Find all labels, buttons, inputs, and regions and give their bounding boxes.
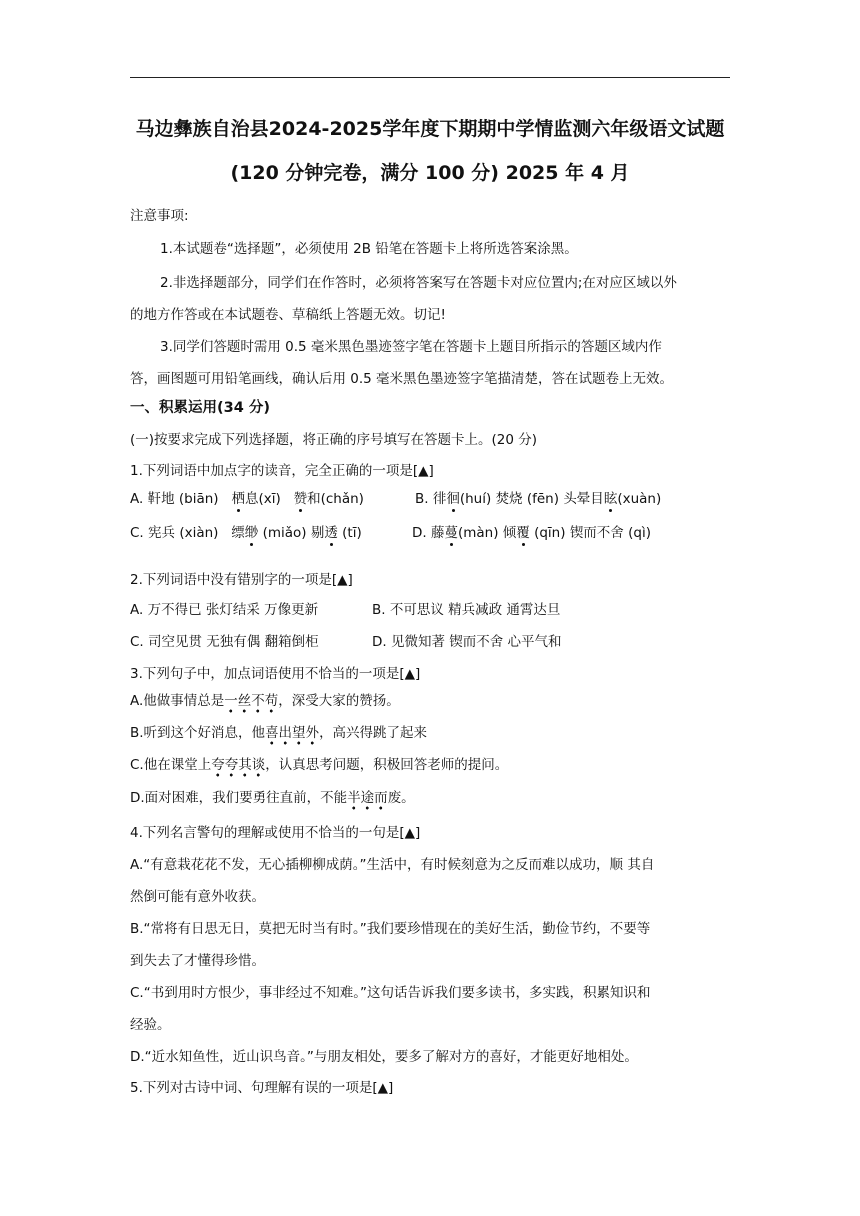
word: 藤 — [430, 525, 445, 541]
word: 徘 — [432, 491, 447, 507]
q3-option-b — [130, 723, 730, 743]
word: 剔 — [310, 525, 325, 541]
dotted-char: 透 — [324, 525, 338, 541]
word: 息(xī) — [244, 491, 281, 507]
option-label: D. — [412, 525, 427, 541]
option-label: C. — [130, 525, 144, 541]
q3-option-d — [130, 788, 730, 808]
top-rule — [130, 77, 730, 78]
dotted-char: 赞 — [293, 491, 308, 507]
q4-option-b-line2: 到失去了才懂得珍惜。 — [130, 953, 265, 969]
q2-option-b: B. 不可思议 精兵减政 通霄达旦 — [372, 602, 561, 618]
notice-item-3-line2: 答，画图题可用铅笔画线，确认后用 0.5 毫米黑色墨迹签字笔描清楚，答在试题卷上无效。 — [130, 371, 674, 387]
pinyin: (tī) — [342, 525, 362, 541]
notice-heading: 注意事项: — [130, 208, 189, 224]
q1-option-b — [415, 489, 661, 509]
q2-option-a: A. 万不得已 张灯结采 万像更新 — [130, 602, 319, 618]
pinyin: (xiàn) — [179, 525, 219, 541]
text: B.听到这个好消息，他 — [130, 725, 266, 741]
dotted-char: 徊 — [446, 491, 460, 507]
option-label: A. — [130, 491, 144, 507]
pinyin: (qīn) — [534, 525, 566, 541]
q3-option-c — [130, 755, 730, 775]
pinyin: (fēn) — [526, 491, 560, 507]
pinyin: (biān) — [178, 491, 219, 507]
q4-option-b-line1: B.“常将有日思无日，莫把无时当有时。”我们要珍惜现在的美好生活，勤俭节约，不要等 — [130, 921, 651, 937]
word: 缥 — [231, 525, 245, 541]
word: 靬地 — [147, 491, 175, 507]
q1-option-c — [130, 523, 362, 543]
q5-stem: 5.下列对古诗中词、句理解有误的一项是[▲] — [130, 1080, 394, 1096]
notice-item-2-line1: 2.非选择题部分，同学们在作答时，必须将答案写在答题卡对应位置内;在对应区域以外 — [160, 275, 677, 291]
q4-option-a-line1: A.“有意栽花花不发，无心插柳柳成荫。”生活中，有时候刻意为之反而难以成功，顺 其自 — [130, 857, 655, 873]
q2-stem: 2.下列词语中没有错别字的一项是[▲] — [130, 572, 353, 588]
text: D.面对困难，我们要勇往直前，不能 — [130, 790, 348, 806]
dotted-char: 眩 — [603, 491, 618, 507]
q2-option-c: C. 司空见贯 无独有偶 翻箱倒柜 — [130, 634, 319, 650]
word: 头晕目 — [563, 491, 604, 507]
q1-option-a — [130, 489, 364, 509]
q2-option-d: D. 见微知著 锲而不舍 心平气和 — [372, 634, 562, 650]
text: ，深受大家的赞扬。 — [278, 693, 400, 709]
dotted-phrase: 喜出望外 — [265, 725, 319, 745]
pinyin: (qì) — [628, 525, 651, 541]
q4-option-c-line1: C.“书到用时方恨少，事非经过不知难。”这句话告诉我们要多读书，多实践，积累知识和 — [130, 985, 651, 1001]
text: C.他在课堂上 — [130, 757, 212, 773]
q4-option-c-line2: 经验。 — [130, 1017, 171, 1033]
q1-stem: 1.下列词语中加点字的读音，完全正确的一项是[▲] — [130, 463, 434, 479]
text: A.他做事情总是 — [130, 693, 225, 709]
notice-item-3-line1: 3.同学们答题时需用 0.5 毫米黑色墨迹签字笔在答题卡上题目所指示的答题区域内作 — [160, 339, 662, 355]
exam-subtitle: (120 分钟完卷，满分 100 分) 2025 年 4 月 — [230, 162, 630, 184]
exam-title: 马边彝族自治县2024-2025学年度下期期中学情监测六年级语文试题 — [135, 118, 725, 140]
q3-option-a — [130, 691, 730, 711]
dotted-char: 覆 — [516, 525, 530, 541]
q4-option-d: D.“近水知鱼性，近山识鸟音。”与朋友相处，要多了解对方的喜好，才能更好地相处。 — [130, 1049, 638, 1065]
pinyin: (màn) — [457, 525, 499, 541]
pinyin: (miǎo) — [262, 525, 307, 541]
text: ，高兴得跳了起来 — [319, 725, 428, 741]
dotted-phrase: 半途而 — [347, 790, 388, 810]
q4-option-a-line2: 然倒可能有意外收获。 — [130, 889, 265, 905]
word: 焚烧 — [495, 491, 523, 507]
notice-item-1: 1.本试题卷“选择题”，必须使用 2B 铅笔在答题卡上将所选答案涂黑。 — [160, 241, 578, 257]
dotted-char: 栖 — [231, 491, 245, 507]
word: 倾 — [502, 525, 517, 541]
option-label: B. — [415, 491, 429, 507]
dotted-phrase: 一丝不苟 — [224, 693, 278, 713]
dotted-char: 缈 — [244, 525, 259, 541]
notice-item-2-line2: 的地方作答或在本试题卷、草稿纸上答题无效。切记! — [130, 307, 446, 323]
section-heading: 一、积累运用(34 分) — [130, 400, 270, 416]
word: 锲而不舍 — [569, 525, 624, 541]
q1-option-d — [412, 523, 651, 543]
dotted-char: 蔓 — [444, 525, 458, 541]
text: ，认真思考问题，积极回答老师的提问。 — [265, 757, 509, 773]
word: 宪兵 — [148, 525, 176, 541]
pinyin: (xuàn) — [617, 491, 662, 507]
text: 废。 — [387, 790, 415, 806]
word: 和(chǎn) — [307, 491, 364, 507]
q4-stem: 4.下列名言警句的理解或使用不恰当的一句是[▲] — [130, 825, 421, 841]
part-instruction: (一)按要求完成下列选择题，将正确的序号填写在答题卡上。(20 分) — [130, 432, 538, 448]
q3-stem: 3.下列句子中，加点词语使用不恰当的一项是[▲] — [130, 666, 421, 682]
pinyin: (huí) — [459, 491, 492, 507]
dotted-phrase: 夸夸其谈 — [211, 757, 265, 777]
